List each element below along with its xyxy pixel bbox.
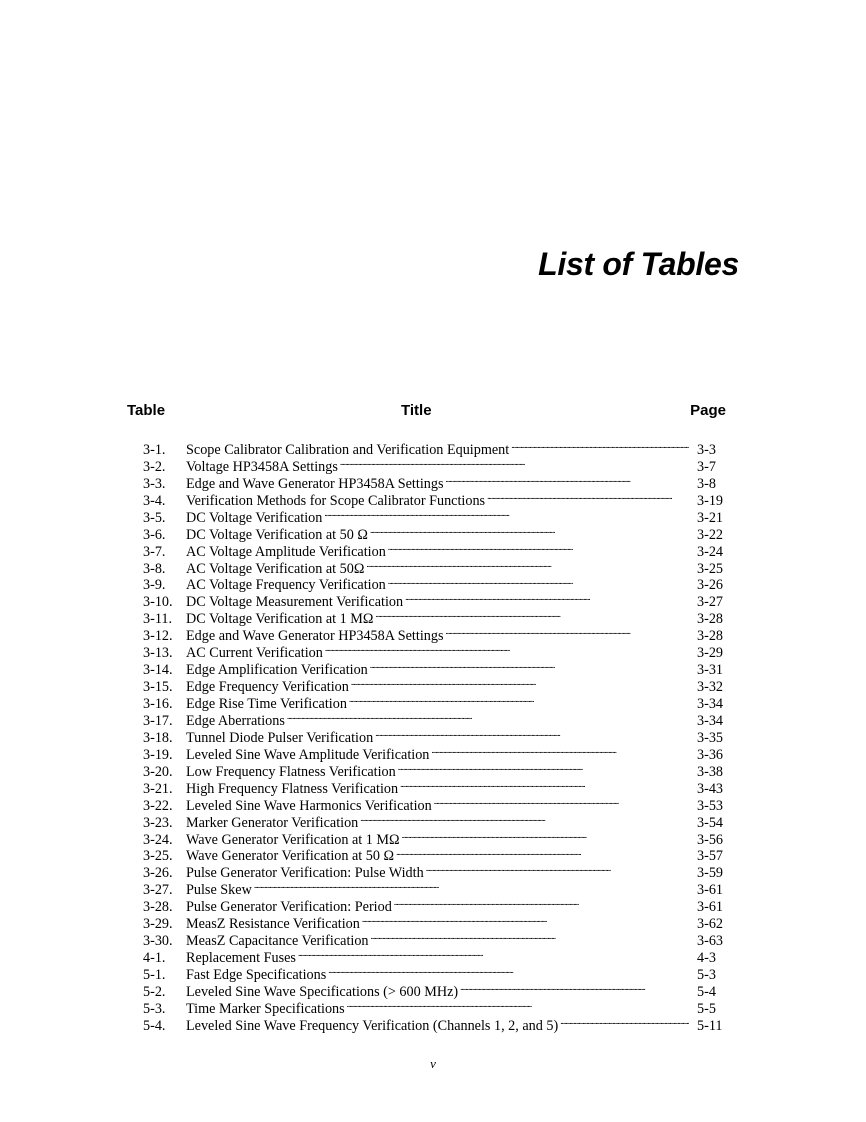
toc-dot-leader bbox=[362, 911, 689, 928]
toc-entry-title: Leveled Sine Wave Frequency Verification (Channels 1, 2, and 5) bbox=[186, 1017, 559, 1034]
toc-entry-page: 3-27 bbox=[697, 594, 724, 611]
toc-dot-leader bbox=[400, 776, 689, 793]
toc-dot-leader bbox=[328, 962, 689, 979]
toc-entry-number: 3-10. bbox=[143, 594, 173, 611]
toc-dot-leader bbox=[394, 894, 689, 911]
toc-entry-title: DC Voltage Verification bbox=[186, 509, 323, 526]
toc-entry-title: Edge Aberrations bbox=[186, 712, 285, 729]
toc-entry-page: 3-3 bbox=[697, 441, 716, 458]
toc-entry-title: Edge and Wave Generator HP3458A Settings bbox=[186, 628, 444, 645]
toc-entry-page: 3-36 bbox=[697, 746, 724, 763]
toc-dot-leader bbox=[445, 623, 689, 640]
toc-entry-page: 3-28 bbox=[697, 628, 724, 645]
toc-entry-page: 3-34 bbox=[697, 712, 724, 729]
toc-entry-title: Marker Generator Verification bbox=[186, 814, 359, 831]
toc-entry-number: 3-26. bbox=[143, 865, 173, 882]
toc-entry-title: Edge and Wave Generator HP3458A Settings bbox=[186, 475, 444, 492]
toc-dot-leader bbox=[347, 996, 689, 1013]
toc-dot-leader bbox=[340, 454, 689, 471]
toc-dot-leader bbox=[388, 573, 689, 590]
toc-entry-number: 3-22. bbox=[143, 797, 173, 814]
toc-dot-leader bbox=[375, 606, 689, 623]
toc-entry-title: Scope Calibrator Calibration and Verification Equipment bbox=[186, 441, 510, 458]
column-header-table: Table bbox=[127, 402, 166, 419]
toc-entry-title: Voltage HP3458A Settings bbox=[186, 458, 338, 475]
toc-entry-number: 3-16. bbox=[143, 696, 173, 712]
table-of-contents-list bbox=[143, 437, 727, 1034]
toc-dot-leader bbox=[349, 691, 689, 708]
toc-entry-number: 5-2. bbox=[143, 983, 166, 1000]
toc-entry-page: 3-54 bbox=[697, 814, 724, 831]
toc-entry-title: DC Voltage Verification at 1 MΩ bbox=[186, 611, 374, 628]
toc-entry-number: 3-20. bbox=[143, 763, 173, 780]
toc-entry-number: 3-9. bbox=[143, 577, 166, 594]
toc-dot-leader bbox=[366, 556, 689, 573]
toc-entry-title: Edge Rise Time Verification bbox=[186, 696, 347, 712]
toc-entry-page: 5-5 bbox=[697, 1000, 716, 1017]
toc-entry-page: 3-21 bbox=[697, 509, 724, 526]
toc-entry-page: 3-43 bbox=[697, 780, 724, 797]
toc-entry-title: Low Frequency Flatness Verification bbox=[186, 763, 396, 780]
toc-entry-number: 3-2. bbox=[143, 458, 166, 475]
toc-dot-leader bbox=[460, 979, 689, 996]
toc-entry-title: Edge Frequency Verification bbox=[186, 679, 349, 696]
toc-entry-page: 5-11 bbox=[697, 1017, 723, 1034]
toc-entry-page: 3-59 bbox=[697, 865, 724, 882]
toc-entry-number: 3-5. bbox=[143, 509, 166, 526]
toc-dot-leader bbox=[431, 742, 689, 759]
toc-entry-page: 3-25 bbox=[697, 560, 724, 577]
toc-entry-number: 5-4. bbox=[143, 1017, 166, 1034]
toc-entry-title: DC Voltage Measurement Verification bbox=[186, 594, 404, 611]
toc-dot-leader bbox=[434, 793, 689, 810]
toc-entry-number: 3-6. bbox=[143, 526, 166, 543]
toc-entry-number: 3-1. bbox=[143, 441, 166, 458]
toc-entry-page: 3-7 bbox=[697, 458, 716, 475]
toc-dot-leader bbox=[370, 522, 689, 539]
toc-entry-number: 3-19. bbox=[143, 746, 173, 763]
toc-dot-leader bbox=[405, 589, 689, 606]
toc-entry-title: Leveled Sine Wave Specifications (> 600 MHz) bbox=[186, 983, 459, 1000]
toc-entry-title: Pulse Generator Verification: Period bbox=[186, 899, 392, 916]
toc-entry-number: 3-15. bbox=[143, 679, 173, 696]
toc-entry-number: 5-1. bbox=[143, 967, 166, 983]
toc-entry-page: 3-38 bbox=[697, 763, 724, 780]
page-folio: v bbox=[430, 1056, 436, 1071]
toc-entry-number: 3-12. bbox=[143, 628, 173, 645]
toc-entry-number: 3-24. bbox=[143, 831, 173, 848]
toc-entry-title: Replacement Fuses bbox=[186, 950, 296, 967]
toc-entry-page: 3-62 bbox=[697, 916, 724, 933]
toc-dot-leader bbox=[511, 437, 689, 454]
toc-entry-title: Pulse Skew bbox=[186, 882, 252, 899]
toc-entry-title: AC Current Verification bbox=[186, 645, 323, 662]
toc-dot-leader bbox=[426, 860, 689, 877]
toc-entry-number: 3-25. bbox=[143, 848, 173, 865]
toc-entry-page: 3-53 bbox=[697, 797, 724, 814]
toc-entry-number: 3-27. bbox=[143, 882, 173, 899]
toc-entry-number: 3-21. bbox=[143, 780, 173, 797]
toc-dot-leader bbox=[360, 810, 689, 827]
toc-entry-number: 3-17. bbox=[143, 712, 173, 729]
toc-entry-number: 3-4. bbox=[143, 492, 166, 509]
toc-entry-title: High Frequency Flatness Verification bbox=[186, 780, 399, 797]
toc-dot-leader bbox=[370, 657, 689, 674]
toc-entry-number: 3-23. bbox=[143, 814, 173, 831]
toc-entry-page: 3-32 bbox=[697, 679, 724, 696]
toc-entry-page: 3-19 bbox=[697, 492, 724, 509]
toc-entry-title: AC Voltage Verification at 50Ω bbox=[186, 560, 365, 577]
toc-entry-page: 5-3 bbox=[697, 967, 716, 983]
toc-entry-page: 3-29 bbox=[697, 645, 724, 662]
toc-entry-title: AC Voltage Frequency Verification bbox=[186, 577, 386, 594]
toc-dot-leader bbox=[375, 725, 689, 742]
toc-entry-title: Time Marker Specifications bbox=[186, 1000, 345, 1017]
toc-entry-page: 4-3 bbox=[697, 950, 716, 967]
toc-entry-title: Wave Generator Verification at 1 MΩ bbox=[186, 831, 400, 848]
toc-entry-page: 3-26 bbox=[697, 577, 724, 594]
toc-entry-number: 3-30. bbox=[143, 933, 173, 950]
toc-entry-title: DC Voltage Verification at 50 Ω bbox=[186, 526, 368, 543]
toc-dot-leader bbox=[487, 488, 689, 505]
toc-entry-page: 5-4 bbox=[697, 983, 716, 1000]
toc-dot-leader bbox=[371, 928, 689, 945]
toc-entry-number: 3-7. bbox=[143, 543, 166, 560]
toc-dot-leader bbox=[388, 539, 689, 556]
toc-dot-leader bbox=[445, 471, 689, 488]
toc-entry-page: 3-34 bbox=[697, 696, 724, 712]
toc-entry-page: 3-63 bbox=[697, 933, 724, 950]
toc-dot-leader bbox=[351, 674, 689, 691]
toc-entry-page: 3-8 bbox=[697, 475, 716, 492]
toc-entry-title: Wave Generator Verification at 50 Ω bbox=[186, 848, 395, 865]
toc-entry-number: 3-11. bbox=[143, 611, 173, 628]
toc-entry-title: MeasZ Resistance Verification bbox=[186, 916, 360, 933]
toc-entry[interactable] bbox=[143, 437, 727, 458]
toc-entry-title: AC Voltage Amplitude Verification bbox=[186, 543, 386, 560]
toc-entry-number: 3-18. bbox=[143, 729, 173, 746]
column-header-page: Page bbox=[690, 402, 726, 419]
toc-entry-number: 3-14. bbox=[143, 662, 173, 679]
toc-entry-page: 3-22 bbox=[697, 526, 724, 543]
toc-dot-leader bbox=[324, 505, 689, 522]
toc-entry-number: 3-13. bbox=[143, 645, 173, 662]
toc-entry-title: Leveled Sine Wave Harmonics Verification bbox=[186, 797, 432, 814]
toc-entry-page: 3-24 bbox=[697, 543, 724, 560]
toc-entry-page: 3-61 bbox=[697, 882, 724, 899]
toc-dot-leader bbox=[325, 640, 689, 657]
toc-entry-title: Edge Amplification Verification bbox=[186, 662, 368, 679]
toc-dot-leader bbox=[287, 708, 689, 725]
toc-dot-leader bbox=[396, 844, 689, 861]
toc-entry-title: Leveled Sine Wave Amplitude Verification bbox=[186, 746, 430, 763]
page-title: List of Tables bbox=[538, 246, 739, 282]
toc-entry-title: Fast Edge Specifications bbox=[186, 967, 327, 983]
column-header-title: Title bbox=[401, 402, 432, 419]
toc-entry-number: 3-28. bbox=[143, 899, 173, 916]
toc-entry-page: 3-31 bbox=[697, 662, 724, 679]
toc-entry-title: MeasZ Capacitance Verification bbox=[186, 933, 369, 950]
toc-entry-number: 3-3. bbox=[143, 475, 166, 492]
toc-dot-leader bbox=[298, 945, 689, 962]
toc-dot-leader bbox=[560, 1013, 689, 1030]
toc-entry-number: 5-3. bbox=[143, 1000, 166, 1017]
toc-entry-page: 3-28 bbox=[697, 611, 724, 628]
toc-dot-leader bbox=[398, 759, 689, 776]
toc-entry-title: Verification Methods for Scope Calibrator Functions bbox=[186, 492, 486, 509]
toc-entry-page: 3-35 bbox=[697, 729, 724, 746]
toc-entry-page: 3-57 bbox=[697, 848, 724, 865]
toc-entry-page: 3-61 bbox=[697, 899, 724, 916]
toc-dot-leader bbox=[254, 877, 689, 894]
toc-dot-leader bbox=[402, 827, 689, 844]
toc-entry-page: 3-56 bbox=[697, 831, 724, 848]
toc-entry-title: Pulse Generator Verification: Pulse Width bbox=[186, 865, 424, 882]
toc-entry-number: 3-29. bbox=[143, 916, 173, 933]
toc-entry-number: 3-8. bbox=[143, 560, 166, 577]
toc-entry-title: Tunnel Diode Pulser Verification bbox=[186, 729, 374, 746]
toc-entry-number: 4-1. bbox=[143, 950, 166, 967]
